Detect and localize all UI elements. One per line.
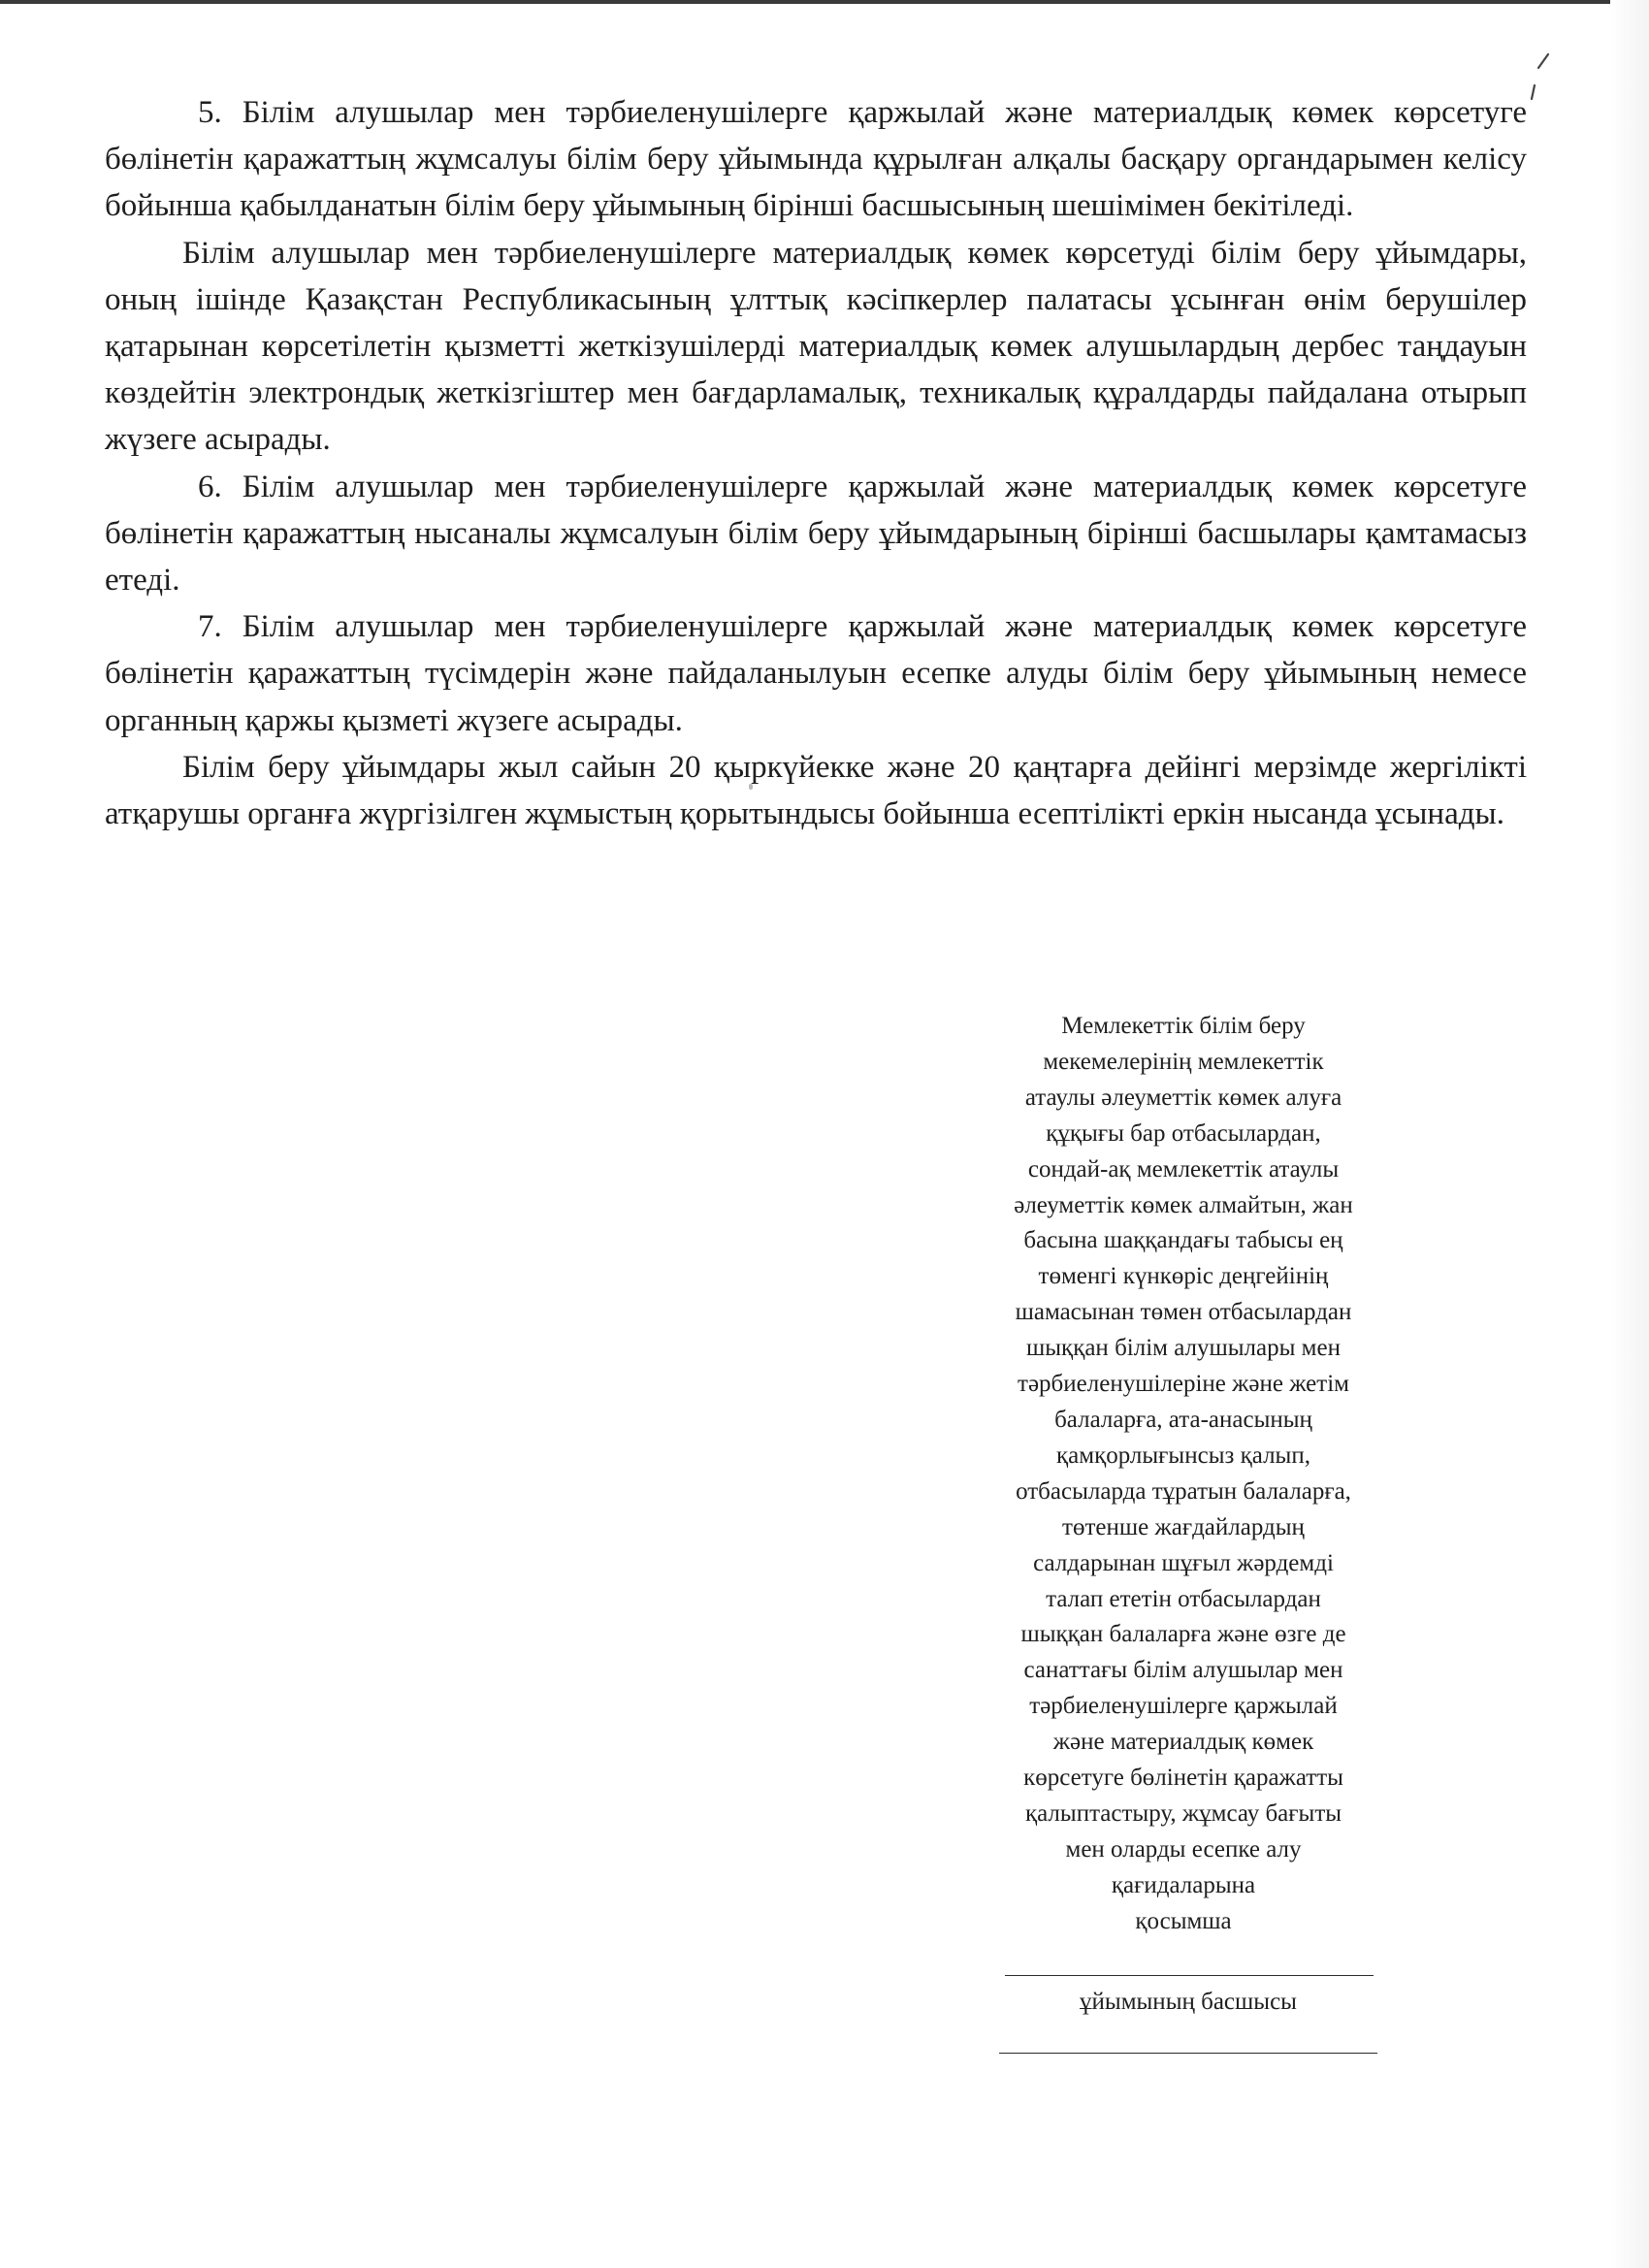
annex-line: сондай-ақ мемлекеттік атаулы xyxy=(1027,1155,1340,1183)
scan-edge-top xyxy=(0,0,1649,4)
annex-line: санаттағы білім алушылар мен xyxy=(1023,1657,1343,1684)
paragraph-7-continued: Білім беру ұйымдары жыл сайын 20 қыркүйекке және 20 қаңтарға дейінгі мерзімде жергілікті атқарушы органға жүргізілген жұмыстың қорытындысы бойынша есептілікті еркін нысанда ұсынады. xyxy=(105,749,1527,832)
annex-line: балаларға, ата-анасының xyxy=(1054,1406,1312,1433)
annex-line: отбасыларда тұратын балаларға, xyxy=(1016,1477,1351,1505)
paragraph-5: 5. Білім алушылар мен тәрбиеленушілерге қаржылай және материалдық көмек көрсетуге бөлінетін қаражаттың жұмсалуы білім беру ұйымында құрылған алқалы басқару органдарымен келісу бойынша қабылданатын білім беру ұйымының бірінші басшысының шешімімен бекітіледі. xyxy=(105,95,1527,224)
annex-line: қалыптастыру, жұмсау бағыты xyxy=(1024,1799,1342,1827)
signature-caption: ұйымының басшысы xyxy=(1080,1989,1297,2015)
annex-line: шыққан білім алушылары мен xyxy=(1026,1335,1341,1362)
annex-line: атаулы әлеуметтік көмек алуға xyxy=(1024,1084,1342,1111)
scan-edge-right xyxy=(1610,0,1649,2268)
annex-line: көрсетуге бөлінетін қаражатты xyxy=(1023,1765,1343,1792)
annex-lines xyxy=(980,1009,1387,1940)
annex-line: салдарынан шұғыл жәрдемді xyxy=(1033,1549,1334,1576)
signature-line-bottom xyxy=(999,2053,1377,2054)
annex-line: тәрбиеленушілерге қаржылай xyxy=(1029,1693,1338,1720)
annex-line: Мемлекеттік білім беру xyxy=(1061,1013,1306,1039)
annex-line: қағидаларына xyxy=(1111,1871,1256,1898)
annex-line: тәрбиеленушілеріне және жетім xyxy=(1018,1371,1349,1398)
annex-line: шамасынан төмен отбасылардан xyxy=(1015,1299,1352,1326)
annex-line: әлеуметтік көмек алмайтын, жан xyxy=(1014,1191,1353,1218)
annex-line: төменгі күнкөріс деңгейінің xyxy=(1038,1263,1329,1290)
paragraph-5-continued: Білім алушылар мен тәрбиеленушілерге материалдық көмек көрсетуді білім беру ұйымдары, оның ішінде Қазақстан Республикасының ұлттық кәсіпкерлер палатасы ұсынған өнім берушілер қатарынан көрсетілетін қызметті жеткізушілерді материалдық көмек алушылардың дербес таңдауын көздейтін электрондық жеткізгіштер мен бағдарламалық, техникалық құралдарды пайдалана отырып жүзеге асырады. xyxy=(105,235,1527,458)
annex-line: құқығы бар отбасылардан, xyxy=(1046,1119,1321,1147)
annex-line: шыққан балаларға және өзге де xyxy=(1020,1621,1346,1648)
annex-block xyxy=(980,1009,1387,1940)
paragraph-7: 7. Білім алушылар мен тәрбиеленушілерге қаржылай және материалдық көмек көрсетуге бөлінетін қаражаттың түсімдерін және пайдаланылуын есепке алуды білім беру ұйымының немесе органның қаржы қызметі жүзеге асырады. xyxy=(105,609,1527,738)
annex-line: басына шаққандағы табысы ең xyxy=(1023,1227,1343,1254)
pen-mark xyxy=(1523,50,1552,118)
annex-line: төтенше жағдайлардың xyxy=(1062,1513,1305,1540)
paragraph-6: 6. Білім алушылар мен тәрбиеленушілерге қаржылай және материалдық көмек көрсетуге бөлінетін қаражаттың нысаналы жұмсалуын білім беру ұйымдарының бірінші басшылары қамтамасыз етеді. xyxy=(105,469,1527,599)
document-body xyxy=(105,89,1527,837)
annex-line: қосымша xyxy=(1135,1907,1232,1934)
annex-line: мекемелерінің мемлекеттік xyxy=(1043,1048,1324,1075)
signature-line xyxy=(1005,1975,1374,1976)
annex-line: талап ететін отбасылардан xyxy=(1046,1585,1321,1612)
annex-line: және материалдық көмек xyxy=(1052,1729,1314,1756)
annex-line: мен оларды есепке алу xyxy=(1065,1835,1302,1863)
annex-line: қамқорлығынсыз қалып, xyxy=(1056,1442,1310,1469)
